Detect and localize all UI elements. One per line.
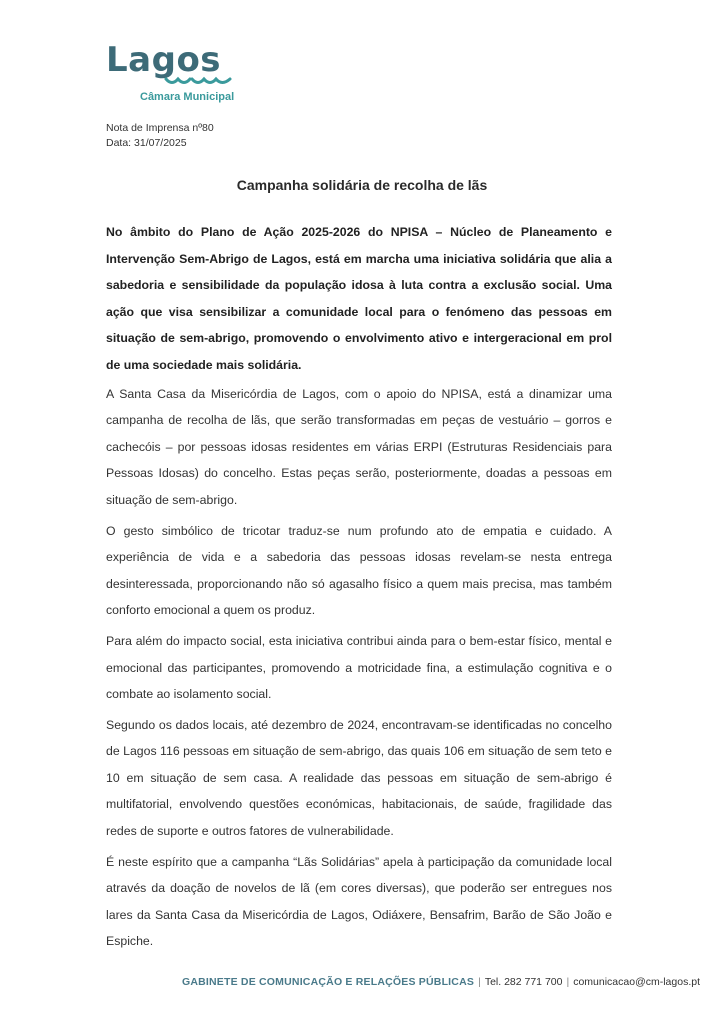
body-paragraph: É neste espírito que a campanha “Lãs Solidárias” apela à participação da comunidade local através da doação de novelos de lã (em cores diversas), que poderão ser entregues nos lares da Santa Casa da Misericórdia de Lagos, Odiáxere, Bensafrim, Barão de São João e Espiche. bbox=[106, 854, 612, 949]
body-paragraph: Para além do impacto social, esta iniciativa contribui ainda para o bem-estar físico, mental e emocional das participantes, promovendo a motricidade fina, a estimulação cognitiva e o combate ao isolamento social. bbox=[106, 633, 612, 702]
press-meta bbox=[106, 121, 214, 151]
body-paragraph: A Santa Casa da Misericórdia de Lagos, com o apoio do NPISA, está a dinamizar uma campanha de recolha de lãs, que serão transformadas em peças de vestuário – gorros e cachecóis – por pessoas idosas residentes em várias ERPI (Estruturas Residenciais para Pessoas Idosas) do concelho. Estas peças serão, posteriormente, doadas a pessoas em situação de sem-abrigo. bbox=[106, 386, 612, 507]
document-body bbox=[106, 219, 612, 959]
press-date: Data: 31/07/2025 bbox=[106, 137, 187, 149]
footer-separator: | bbox=[566, 976, 570, 988]
footer-phone: Tel. 282 771 700 bbox=[484, 976, 563, 988]
page-footer bbox=[182, 976, 700, 988]
footer-department: GABINETE DE COMUNICAÇÃO E RELAÇÕES PÚBLICAS bbox=[181, 976, 475, 988]
body-paragraph: O gesto simbólico de tricotar traduz-se num profundo ato de empatia e cuidado. A experiência de vida e a sabedoria das pessoas idosas revelam-se nesta entrega desinteressada, proporcionando não só agasalho físico a quem mais precisa, mas também conforto emocional a quem os produz. bbox=[106, 523, 612, 618]
municipality-logo bbox=[106, 40, 256, 110]
body-paragraph: Segundo os dados locais, até dezembro de 2024, encontravam-se identificadas no concelho de Lagos 116 pessoas em situação de sem-abrigo, das quais 106 em situação de sem teto e 10 em situação de sem casa. A realidade das pessoas em situação de sem-abrigo é multifatorial, envolvendo questões económicas, habitacionais, de saúde, fragilidade das redes de suporte e outros fatores de vulnerabilidade. bbox=[106, 717, 612, 839]
footer-separator: | bbox=[478, 976, 481, 988]
logo-wordmark: Lagos bbox=[106, 40, 222, 80]
footer-email: comunicacao@cm-lagos.pt bbox=[573, 976, 700, 988]
logo-subtitle: Câmara Municipal bbox=[140, 91, 235, 103]
lead-paragraph: No âmbito do Plano de Ação 2025-2026 do NPISA – Núcleo de Planeamento e Intervenção Sem-Abrigo de Lagos, está em marcha uma iniciativa solidária que alia a sabedoria e sensibilidade da população idosa à luta contra a exclusão social. Uma ação que visa sensibilizar a comunidade local para o fenómeno das pessoas em situação de sem-abrigo, promovendo o envolvimento ativo e intergeracional em prol de uma sociedade mais solidária. bbox=[106, 225, 612, 372]
press-note-number: Nota de Imprensa nº80 bbox=[106, 122, 214, 134]
waves-icon bbox=[164, 75, 234, 89]
document-title: Campanha solidária de recolha de lãs bbox=[236, 177, 488, 193]
